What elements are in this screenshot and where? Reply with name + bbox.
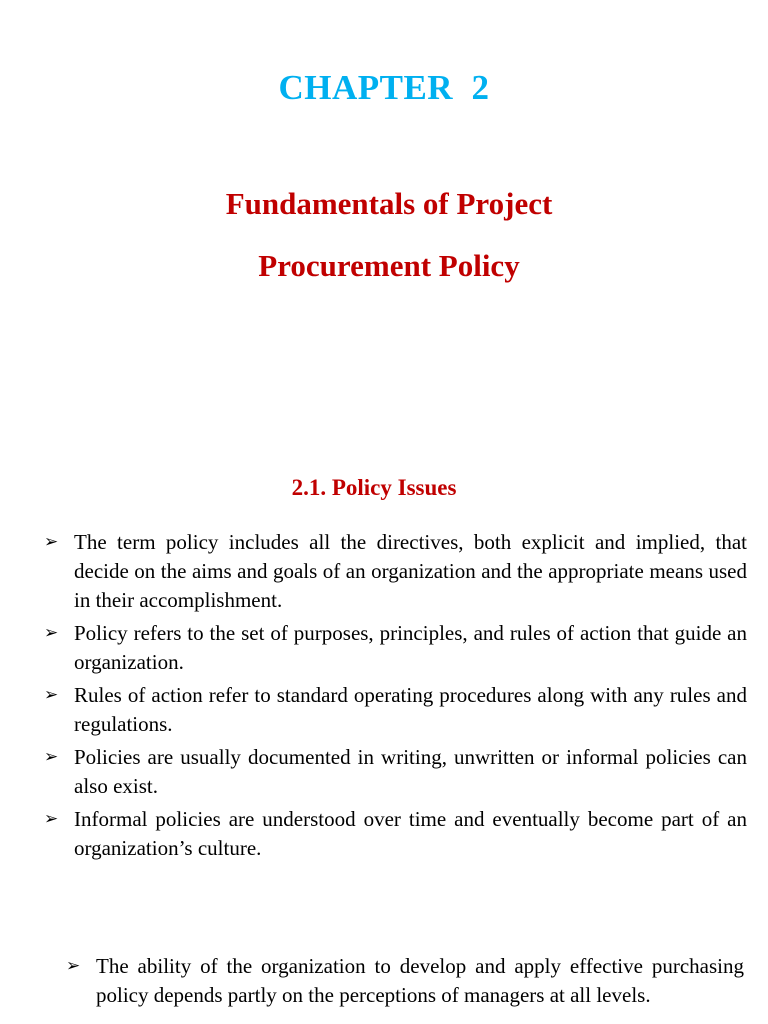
arrowhead-bullet-icon: ➢	[44, 623, 59, 643]
list-item	[44, 743, 747, 801]
bullet-list	[44, 528, 747, 867]
list-item	[44, 805, 747, 863]
chapter-label: CHAPTER 2	[278, 68, 490, 107]
arrowhead-bullet-icon: ➢	[44, 532, 59, 552]
list-item-text: Policy refers to the set of purposes, principles, and rules of action that guide an organization.	[74, 621, 747, 674]
arrowhead-bullet-icon: ➢	[66, 956, 81, 976]
arrowhead-bullet-icon: ➢	[44, 685, 59, 705]
chapter-title-line-1: Fundamentals of Project	[225, 186, 553, 221]
bullet-list-continued	[66, 952, 744, 1014]
list-item	[44, 681, 747, 739]
list-item	[44, 528, 747, 615]
list-item-text: Policies are usually documented in writing, unwritten or informal policies can also exist.	[74, 745, 747, 798]
list-item	[44, 619, 747, 677]
section-heading: 2.1. Policy Issues	[291, 475, 457, 500]
arrowhead-bullet-icon: ➢	[44, 809, 59, 829]
arrowhead-bullet-icon: ➢	[44, 747, 59, 767]
chapter-title-line-2: Procurement Policy	[258, 248, 520, 283]
list-item	[66, 952, 744, 1010]
list-item-text: Informal policies are understood over time and eventually become part of an organization’s culture.	[74, 807, 747, 860]
list-item-text: Rules of action refer to standard operating procedures along with any rules and regulations.	[74, 683, 747, 736]
list-item-text: The ability of the organization to develop and apply effective purchasing policy depends partly on the perceptions of managers at all levels.	[96, 954, 744, 1007]
list-item-text: The term policy includes all the directives, both explicit and implied, that decide on the aims and goals of an organization and the appropriate means used in their accomplishment.	[74, 530, 747, 612]
